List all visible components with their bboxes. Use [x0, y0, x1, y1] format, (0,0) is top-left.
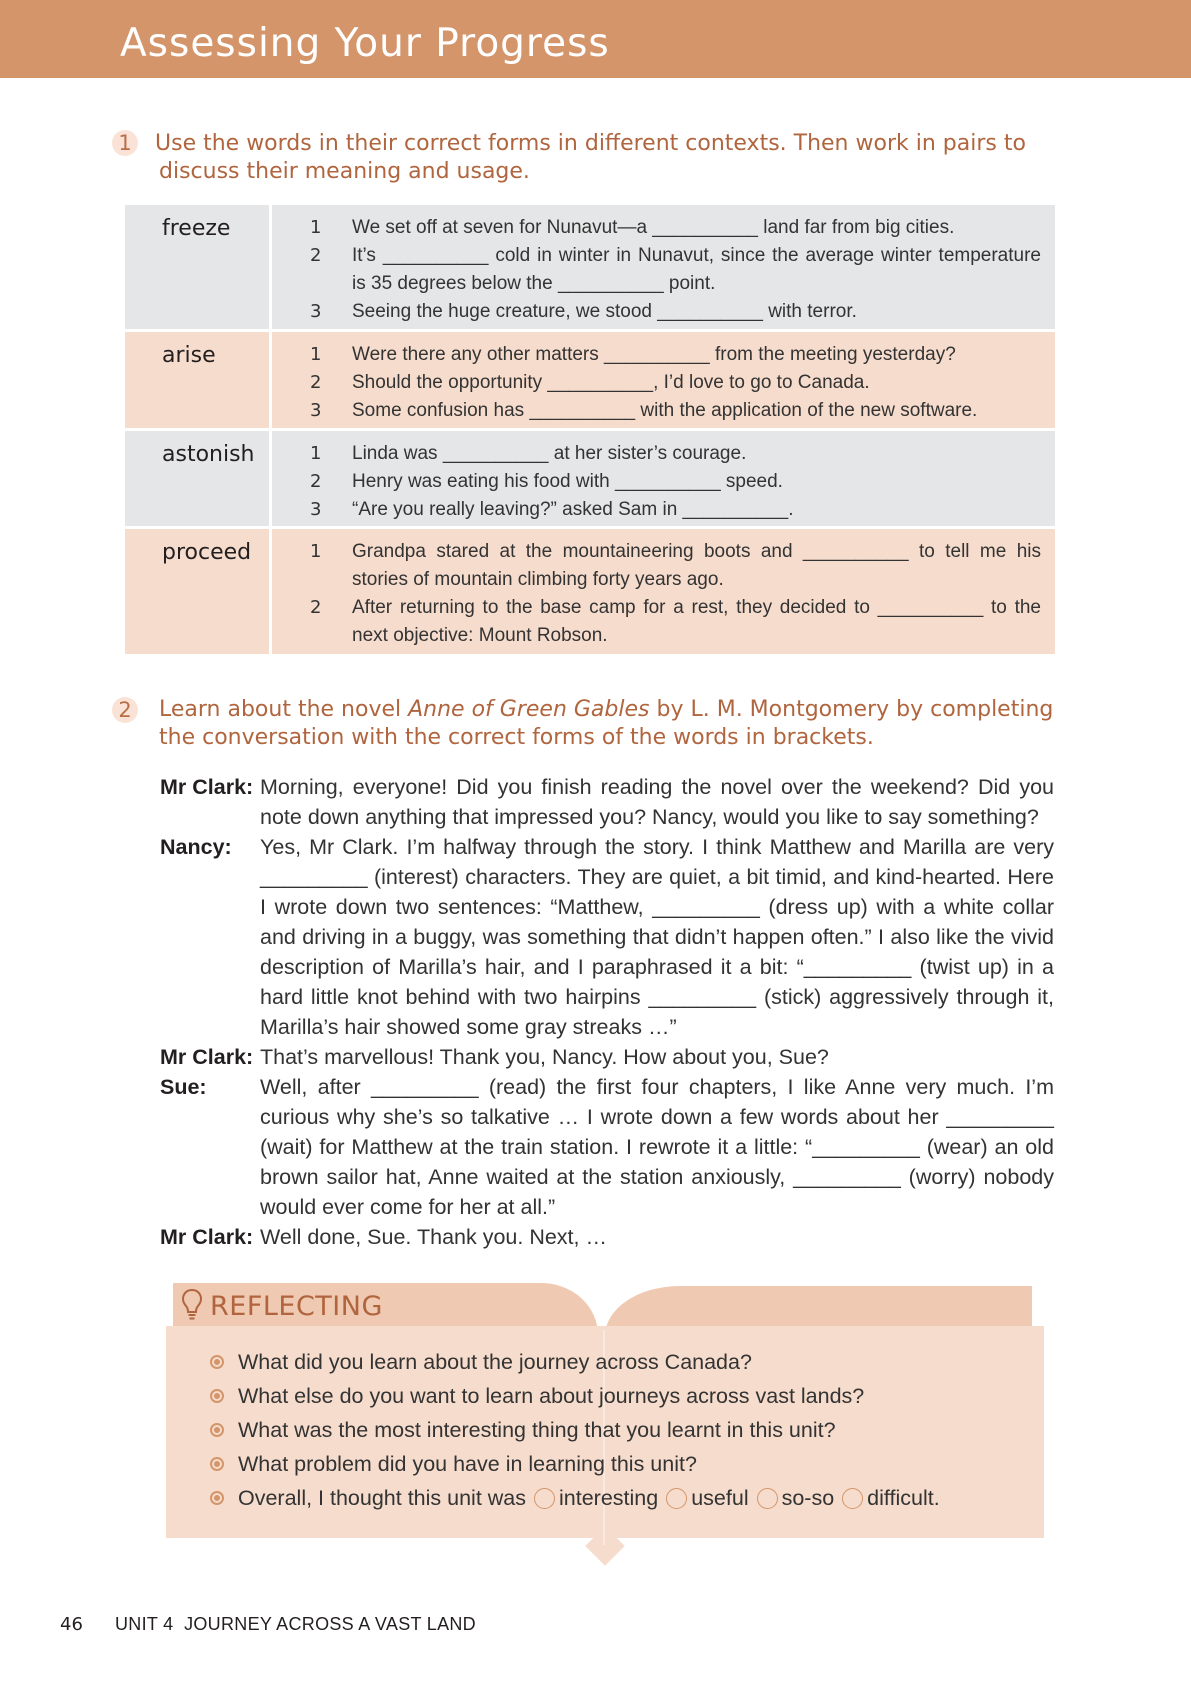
instruction-line: discuss their meaning and usage.	[159, 159, 530, 184]
vocab-items	[272, 205, 1055, 329]
item-sentence[interactable]: It’s __________ cold in winter in Nunavut, since the average winter temperature is 35 degrees below the __________ point.	[352, 245, 1041, 294]
dialogue-turn	[160, 1072, 1054, 1222]
option-so-so[interactable]	[749, 1481, 835, 1515]
item-number: 1	[310, 443, 322, 464]
vocab-item	[310, 214, 1041, 242]
speech-text[interactable]: Yes, Mr Clark. I’m halfway through the story. I think Matthew and Marilla are very _________ (interest) characters. They are quiet, a bit timid, and kind-hearted. Here I wrote down two sentences: “Matthew, _________ (dress up) with a white collar and driving in a buggy, was something that didn’t happen often.” I also like the vivid description of Marilla’s hair, and I paraphrased it a bit: “_________ (twist up) in a hard little knot behind with two hairpins _________ (stick) aggressively through it, Marilla’s hair showed some gray streaks …”	[260, 835, 1054, 1039]
item-number: 1	[310, 217, 322, 238]
exercise-instruction	[155, 130, 1026, 186]
item-number: 2	[310, 597, 322, 618]
overall-prefix: Overall, I thought this unit was	[238, 1486, 527, 1510]
item-number: 1	[310, 541, 322, 562]
reflecting-question: What problem did you have in learning this unit?	[238, 1452, 697, 1476]
bullet-icon	[210, 1457, 224, 1471]
vocab-item	[310, 440, 1041, 468]
vocab-item	[310, 468, 1041, 496]
dialogue-turn	[160, 1222, 1054, 1252]
item-sentence[interactable]: Were there any other matters __________ from the meeting yesterday?	[352, 344, 956, 365]
speaker: Mr Clark:	[160, 1045, 254, 1069]
speech-text[interactable]: That’s marvellous! Thank you, Nancy. How about you, Sue?	[260, 1045, 829, 1069]
dialogue-turn	[160, 832, 1054, 1042]
instruction-line	[159, 696, 1053, 724]
vocab-item	[310, 298, 1041, 326]
page-title: Assessing Your Progress	[120, 21, 610, 66]
item-sentence[interactable]: Should the opportunity __________, I’d love to go to Canada.	[352, 372, 870, 393]
page-number: 46	[60, 1614, 83, 1635]
reflecting-item	[210, 1447, 940, 1481]
vocab-word: freeze	[125, 205, 272, 329]
item-number: 3	[310, 499, 322, 520]
option-useful[interactable]	[658, 1481, 748, 1515]
lightbulb-icon	[181, 1288, 203, 1327]
vocab-item	[310, 496, 1041, 524]
bullet-icon	[210, 1423, 224, 1437]
item-sentence[interactable]: Grandpa stared at the mountaineering boots and __________ to tell me his stories of mountain climbing forty years ago.	[352, 541, 1041, 590]
reflecting-question: What was the most interesting thing that you learnt in this unit?	[238, 1418, 836, 1442]
radio-circle-icon[interactable]	[666, 1488, 687, 1509]
option-label: interesting	[559, 1486, 659, 1510]
instruction-text: by L. M. Montgomery by completing	[649, 697, 1054, 722]
bullet-icon	[210, 1389, 224, 1403]
reflecting-item	[210, 1481, 940, 1515]
novel-title: Anne of Green Gables	[408, 697, 650, 722]
vocab-row	[125, 529, 1055, 654]
exercise-number: 1	[112, 130, 138, 156]
vocab-item	[310, 397, 1041, 425]
reflecting-title: REFLECTING	[210, 1291, 383, 1322]
reflecting-item	[210, 1379, 940, 1413]
option-label: so-so	[781, 1486, 835, 1510]
exercise-instruction	[159, 696, 1053, 752]
vocab-word: proceed	[125, 529, 272, 654]
item-sentence[interactable]: Some confusion has __________ with the application of the new software.	[352, 400, 978, 421]
exercise-number: 2	[112, 697, 138, 723]
radio-circle-icon[interactable]	[757, 1488, 778, 1509]
speech-text[interactable]: Well, after _________ (read) the first four chapters, I like Anne very much. I’m curious why she’s so talkative … I wrote down a few words about her _________ (wait) for Matthew at the train station. I rewrote it a little: “_________ (wear) an old brown sailor hat, Anne waited at the station anxiously, _________ (worry) nobody would ever come for her at all.”	[260, 1075, 1054, 1219]
vocab-row	[125, 431, 1055, 529]
reflecting-question: What did you learn about the journey across Canada?	[238, 1350, 752, 1374]
speaker: Mr Clark:	[160, 775, 254, 799]
item-sentence[interactable]: We set off at seven for Nunavut—a __________ land far from big cities.	[352, 217, 955, 238]
bullet-icon	[210, 1491, 224, 1505]
bullet-icon	[210, 1355, 224, 1369]
vocab-word: astonish	[125, 431, 272, 526]
item-sentence[interactable]: Seeing the huge creature, we stood __________ with terror.	[352, 301, 857, 322]
instruction-line: the conversation with the correct forms of the words in brackets.	[159, 725, 874, 750]
dialogue-turn	[160, 772, 1054, 832]
item-sentence[interactable]: Henry was eating his food with __________ speed.	[352, 471, 783, 492]
vocab-items	[272, 431, 1055, 526]
reflecting-item	[210, 1413, 940, 1447]
speech-text[interactable]: Well done, Sue. Thank you. Next, …	[260, 1225, 607, 1249]
option-interesting[interactable]	[526, 1481, 658, 1515]
item-number: 2	[310, 471, 322, 492]
speaker: Nancy:	[160, 835, 232, 859]
item-number: 3	[310, 400, 322, 421]
item-number: 1	[310, 344, 322, 365]
vocab-word: arise	[125, 332, 272, 428]
reflecting-list	[210, 1345, 940, 1515]
item-sentence[interactable]: “Are you really leaving?” asked Sam in __________.	[352, 499, 794, 520]
item-number: 2	[310, 372, 322, 393]
speaker: Sue:	[160, 1075, 207, 1099]
option-label: useful	[691, 1486, 749, 1510]
vocab-item	[310, 242, 1041, 298]
vocab-row	[125, 205, 1055, 332]
reflecting-question: What else do you want to learn about journeys across vast lands?	[238, 1384, 865, 1408]
vocab-items	[272, 529, 1055, 654]
vocab-item	[310, 594, 1041, 650]
speaker: Mr Clark:	[160, 1225, 254, 1249]
instruction-text: Learn about the novel	[159, 697, 409, 722]
vocab-row	[125, 332, 1055, 431]
page-footer	[60, 1614, 476, 1635]
option-difficult[interactable]	[834, 1481, 940, 1515]
item-sentence[interactable]: After returning to the base camp for a rest, they decided to __________ to the next objective: Mount Robson.	[352, 597, 1041, 646]
item-sentence[interactable]: Linda was __________ at her sister’s courage.	[352, 443, 747, 464]
reflecting-item	[210, 1345, 940, 1379]
radio-circle-icon[interactable]	[534, 1488, 555, 1509]
item-number: 2	[310, 245, 322, 266]
option-label: difficult.	[867, 1486, 940, 1510]
unit-title: UNIT 4 JOURNEY ACROSS A VAST LAND	[115, 1614, 476, 1634]
vocab-items	[272, 332, 1055, 428]
speech-text[interactable]: Morning, everyone! Did you finish reading the novel over the weekend? Did you note down anything that impressed you? Nancy, would you like to say something?	[260, 775, 1054, 829]
vocab-item	[310, 538, 1041, 594]
item-number: 3	[310, 301, 322, 322]
instruction-line: Use the words in their correct forms in different contexts. Then work in pairs to	[155, 131, 1026, 156]
radio-circle-icon[interactable]	[842, 1488, 863, 1509]
vocab-item	[310, 369, 1041, 397]
vocab-item	[310, 341, 1041, 369]
dialogue-turn	[160, 1042, 1054, 1072]
dialogue	[160, 772, 1054, 1252]
vocabulary-table	[125, 205, 1055, 654]
